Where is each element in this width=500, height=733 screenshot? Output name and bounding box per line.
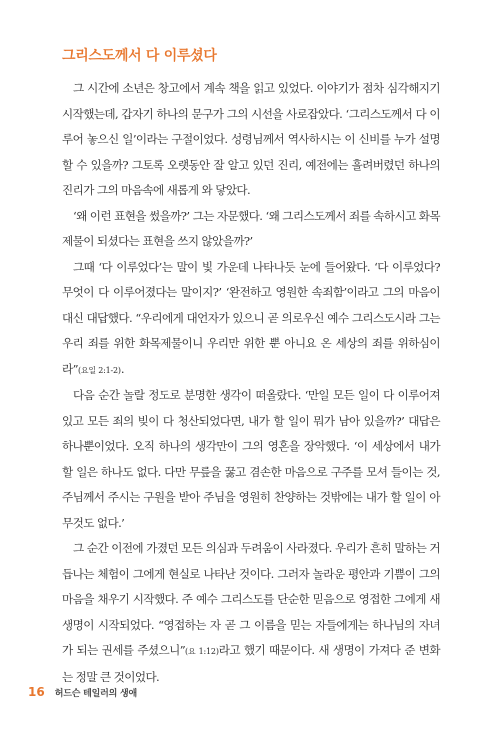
body-text — [62, 76, 440, 690]
paragraph-text: ‘왜 이런 표현을 썼을까?’ 그는 자문했다. ‘왜 그리스도께서 죄를 속하시고 화목제물이 되셨다는 표현을 쓰지 않았을까?’ — [62, 208, 440, 248]
paragraph-text: 그때 ‘다 이루었다’는 말이 빛 가운데 나타나듯 눈에 들어왔다. ‘다 이루었다? 무엇이 다 이루어졌다는 말이지?’ ‘완전하고 영원한 속죄함’이라고 그의 마음이 대신 대답했다. “우리에게 대언자가 있으니 곧 의로우신 예수 그리스도시라 그는 우리 죄를 위한 화목제물이니 우리만 위한 뿐 아니요 온 세상의 죄를 위하심이라” — [62, 259, 440, 376]
paragraph-3 — [62, 255, 440, 384]
scripture-citation: (요일 2:1-2) — [77, 365, 121, 375]
paragraph-4 — [62, 383, 440, 536]
paragraph-text-tail: 라고 했기 때문이다. 새 생명이 가져다 준 변화는 정말 큰 것이었다. — [62, 643, 440, 684]
section-heading: 그리스도께서 다 이루셨다 — [62, 48, 217, 64]
page-footer — [28, 685, 137, 699]
paragraph-text: 다음 순간 놀랄 정도로 분명한 생각이 떠올랐다. ‘만일 모든 일이 다 이루어져 있고 모든 죄의 빚이 다 청산되었다면, 내가 할 일이 뭐가 남아 있을까?’ 대답은 하나뿐이었다. 오직 하나의 생각만이 그의 영혼을 장악했다. ‘이 세상에서 내가 할 일은 하나도 없다. 다만 무릎을 꿇고 겸손한 마음으로 구주를 모셔 들이는 것, 주님께서 주시는 구원을 받아 주님을 영원히 찬양하는 것밖에는 내가 할 일이 아무것도 없다.’ — [62, 388, 440, 530]
paragraph-1 — [62, 76, 440, 204]
paragraph-text: 그 순간 이전에 가졌던 모든 의심과 두려움이 사라졌다. 우리가 흔히 말하는 거듭나는 체험이 그에게 현실로 나타난 것이다. 그러자 놀라운 평안과 기쁨이 그의 마음을 채우기 시작했다. 주 예수 그리스도를 단순한 믿음으로 영접한 그에게 새 생명이 시작되었다. “영접하는 자 곧 그 이름을 믿는 자들에게는 하나님의 자녀가 되는 권세를 주셨으니” — [62, 541, 440, 657]
scripture-citation: (요 1:12) — [185, 647, 219, 656]
paragraph-5 — [62, 536, 440, 690]
paragraph-text: 그 시간에 소년은 창고에서 계속 책을 읽고 있었다. 이야기가 점차 심각해지기 시작했는데, 갑자기 하나의 문구가 그의 시선을 사로잡았다. ‘그리스도께서 다 이루어 놓으신 일’이라는 구절이었다. 성령님께서 역사하시는 이 신비를 누가 설명할 수 있을까? 그토록 오랫동안 잘 알고 있던 진리, 예전에는 흘려버렸던 하나의 진리가 그의 마음속에 새롭게 와 닿았다. — [62, 81, 440, 197]
paragraph-2 — [62, 204, 440, 255]
paragraph-text-tail: . — [120, 361, 124, 376]
page-number: 16 — [28, 685, 45, 699]
running-title: 허드슨 테일러의 생애 — [54, 689, 138, 699]
